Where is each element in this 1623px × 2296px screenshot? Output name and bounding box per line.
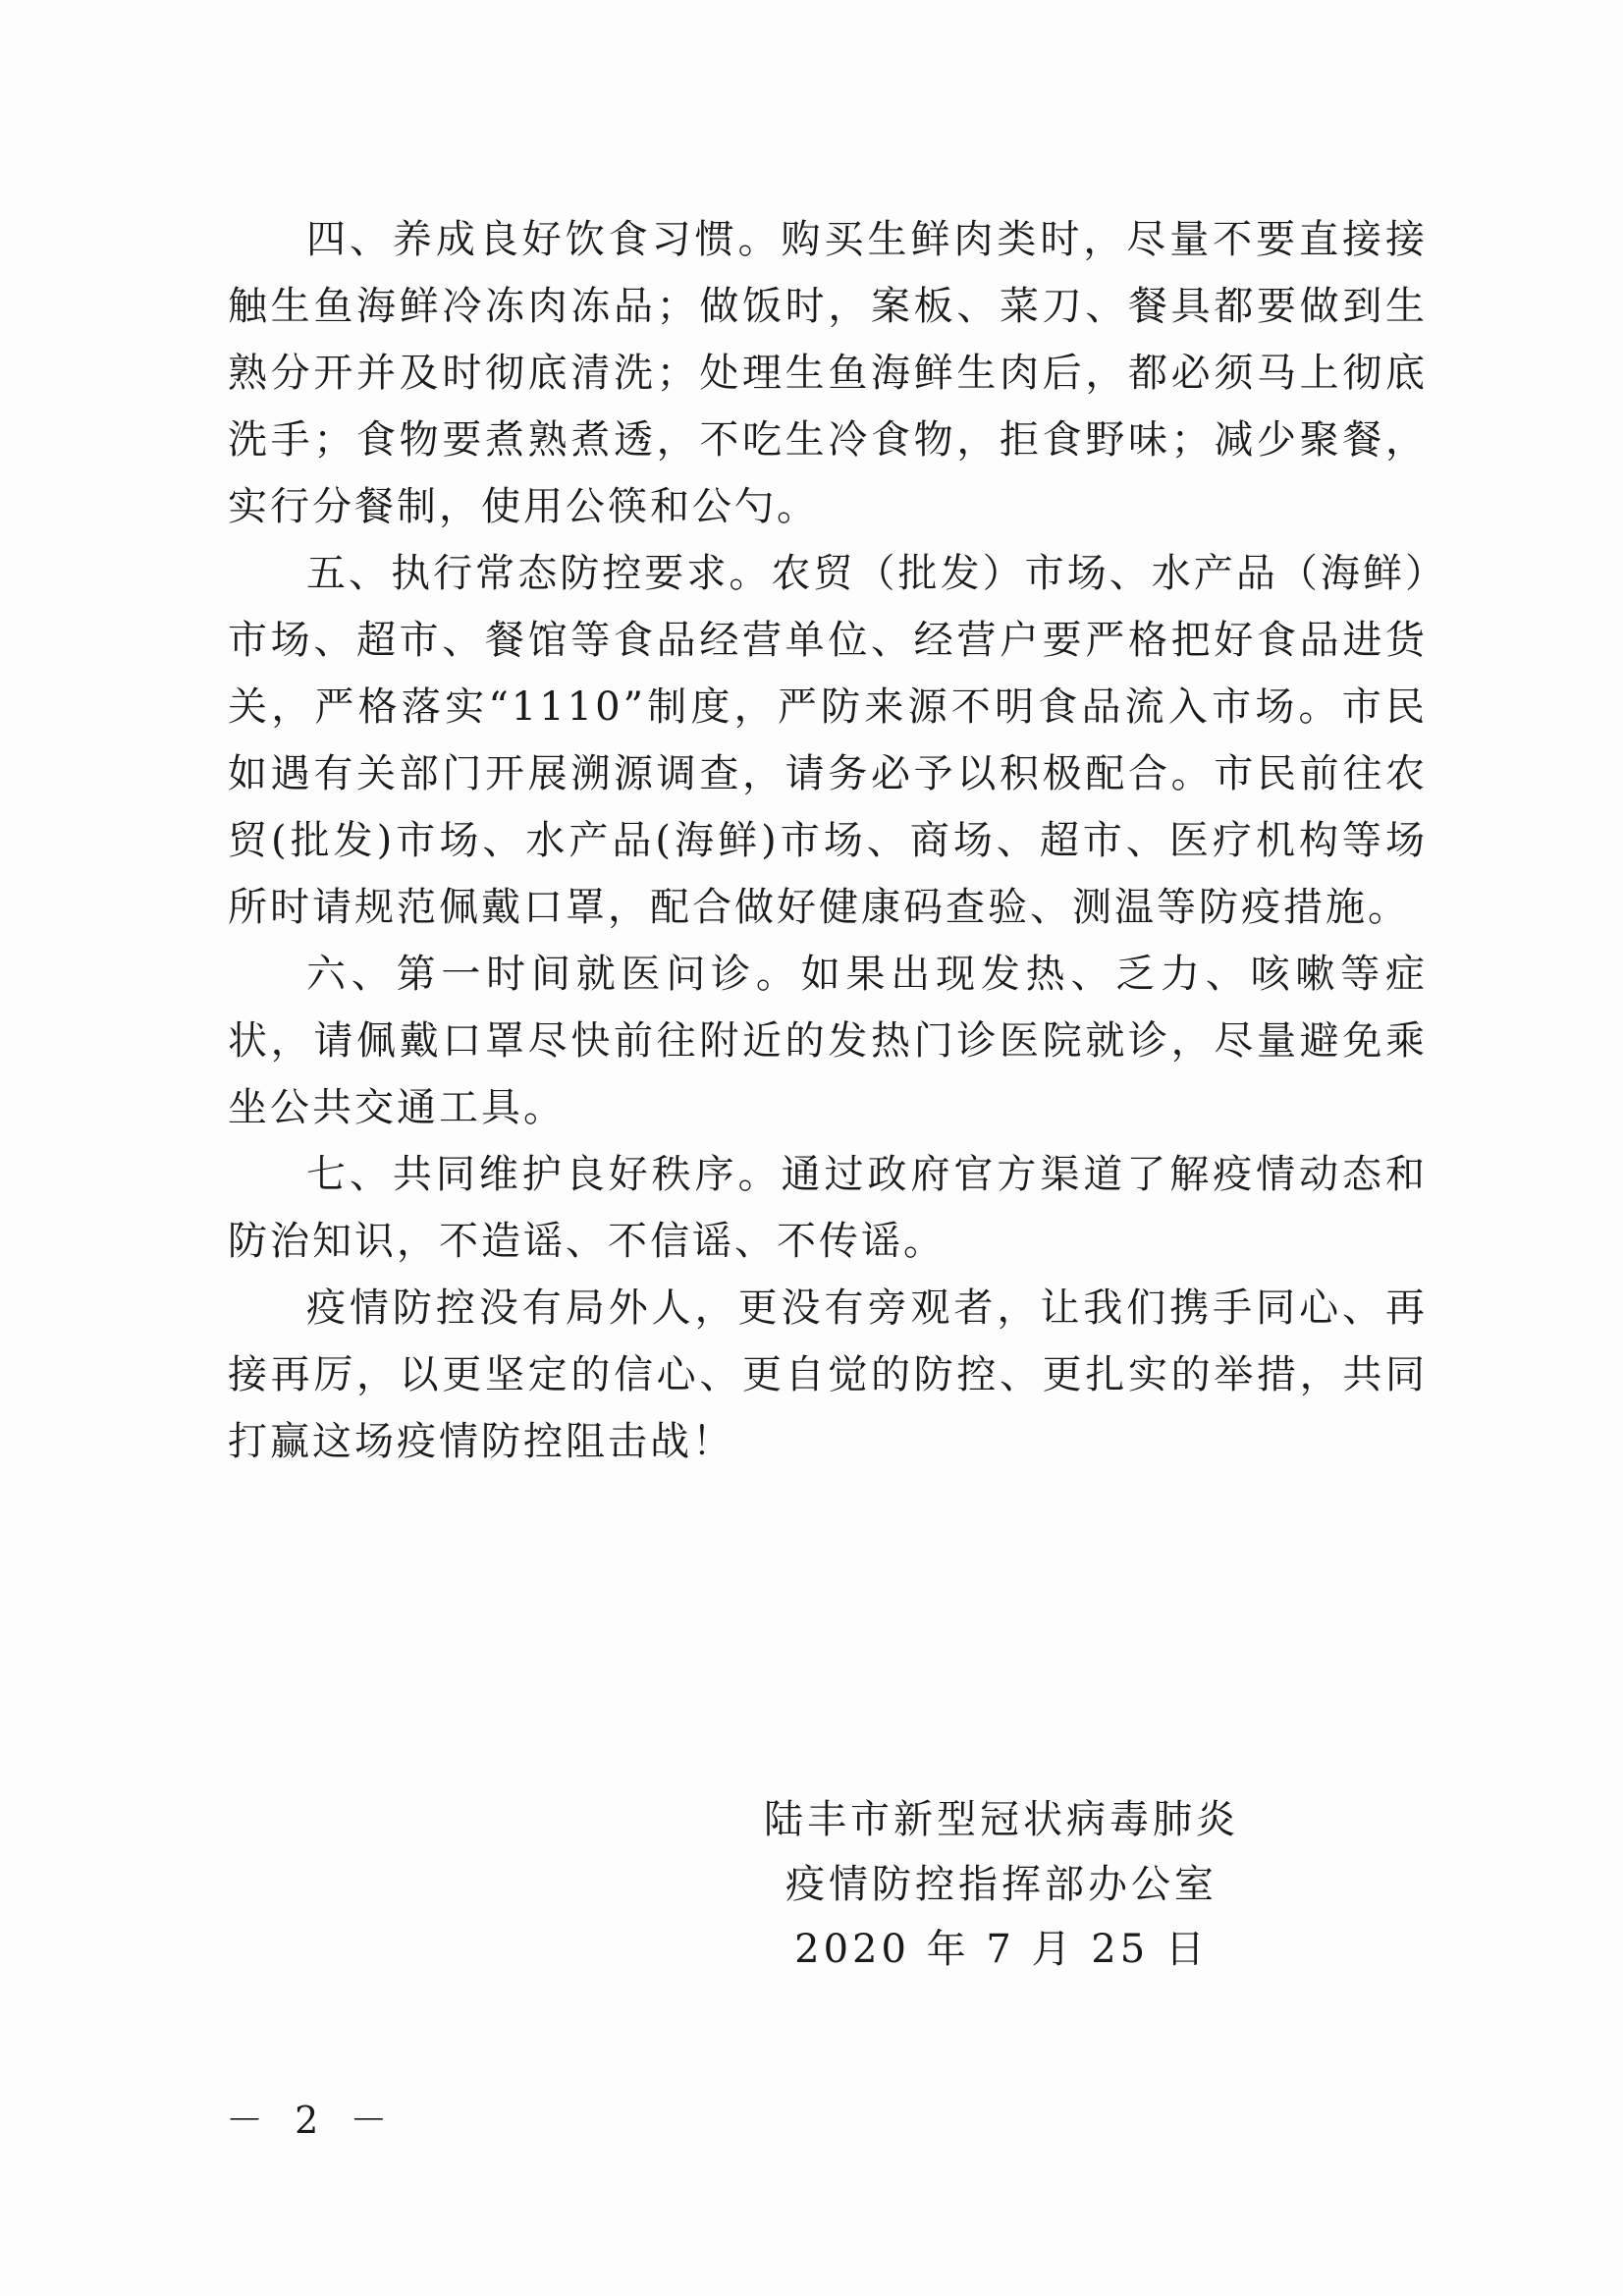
paragraph-medical: 六、第一时间就医问诊。如果出现发热、乏力、咳嗽等症状，请佩戴口罩尽快前往附近的发热门诊医院就诊，尽量避免乘坐公共交通工具。 bbox=[228, 952, 1428, 1130]
signature-block bbox=[727, 1787, 1276, 1982]
paragraph-habits: 四、养成良好饮食习惯。购买生鲜肉类时，尽量不要直接接触生鱼海鲜冷冻肉冻品；做饭时，案板、菜刀、餐具都要做到生熟分开并及时彻底清洗；处理生鱼海鲜生肉后，都必须马上彻底洗手；食物要煮熟煮透，不吃生冷食物，拒食野味；减少聚餐，实行分餐制，使用公筷和公勺。 bbox=[228, 217, 1428, 529]
signature-org-line1: 陆丰市新型冠状病毒肺炎 bbox=[764, 1797, 1239, 1842]
paragraph-closing: 疫情防控没有局外人，更没有旁观者，让我们携手同心、再接再厉，以更坚定的信心、更自觉的防控、更扎实的举措，共同打赢这场疫情防控阻击战！ bbox=[228, 1285, 1428, 1464]
paragraph-prevention: 五、执行常态防控要求。农贸（批发）市场、水产品（海鲜）市场、超市、餐馆等食品经营单位、经营户要严格把好食品进货关，严格落实“1110”制度，严防来源不明食品流入市场。市民如遇有关部门开展溯源调查，请务必予以积极配合。市民前往农贸(批发)市场、水产品(海鲜)市场、商场、超市、医疗机构等场所时请规范佩戴口罩，配合做好健康码查验、测温等防疫措施。 bbox=[228, 551, 1428, 930]
page-number: － 2 － bbox=[226, 2099, 398, 2142]
signature-org-line2: 疫情防控指挥部办公室 bbox=[785, 1862, 1217, 1907]
signature-date: 2020 年 7 月 25 日 bbox=[794, 1927, 1209, 1972]
document-body bbox=[228, 206, 1428, 1475]
paragraph-order: 七、共同维护良好秩序。通过政府官方渠道了解疫情动态和防治知识，不造谣、不信谣、不传谣。 bbox=[228, 1152, 1428, 1264]
